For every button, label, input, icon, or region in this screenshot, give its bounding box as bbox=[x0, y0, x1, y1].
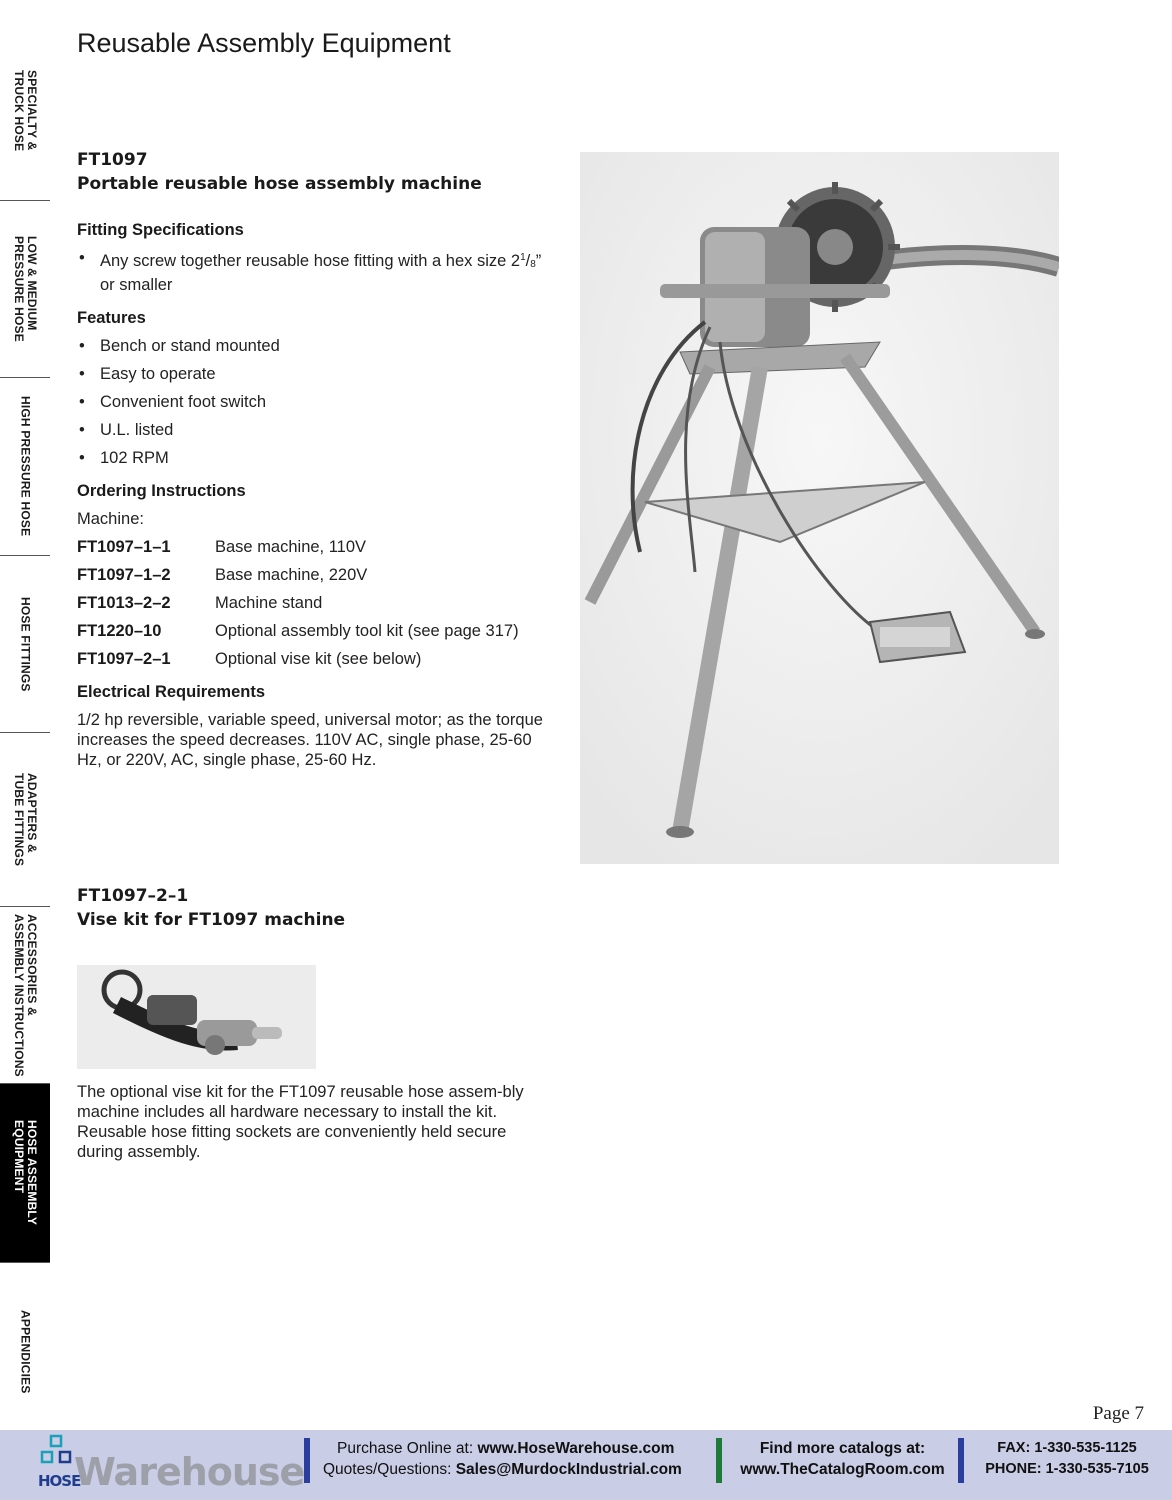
tab-appendicies[interactable] bbox=[0, 1263, 50, 1441]
tab-high-pressure-hose[interactable] bbox=[0, 378, 50, 556]
electrical-text: 1/2 hp reversible, variable speed, universal motor; as the torque increases the speed decreases. 110V AC, single phase, 25-60 Hz, or 220V, AC, single phase, 25-60 Hz. bbox=[77, 711, 543, 769]
fraction-denominator: 8 bbox=[530, 259, 536, 270]
tab-accessories-assembly-instructions[interactable] bbox=[0, 907, 50, 1084]
catalog-info bbox=[735, 1438, 950, 1480]
tab-label: HOSE FITTINGS bbox=[18, 596, 33, 692]
purchase-link[interactable]: www.HoseWarehouse.com bbox=[477, 1440, 675, 1457]
tab-label: ACCESSORIES & ASSEMBLY INSTRUCTIONS bbox=[12, 913, 39, 1077]
catalogs-label: Find more catalogs at: bbox=[759, 1440, 926, 1457]
logo-hose-text: HOSE bbox=[38, 1472, 81, 1490]
list-item: • Easy to operate bbox=[77, 364, 557, 384]
features-heading: Features bbox=[77, 309, 146, 327]
quotes-email-link[interactable]: Sales@MurdockIndustrial.com bbox=[455, 1461, 682, 1478]
list-item: • Bench or stand mounted bbox=[77, 336, 557, 356]
electrical-heading: Electrical Requirements bbox=[77, 683, 265, 701]
divider bbox=[304, 1438, 310, 1483]
tab-low-medium-pressure-hose[interactable] bbox=[0, 201, 50, 378]
part-description: Base machine, 110V bbox=[215, 538, 367, 556]
logo-warehouse-text: Warehouse bbox=[74, 1450, 305, 1494]
machine-photo bbox=[580, 152, 1059, 864]
footer bbox=[0, 1430, 1172, 1500]
fitting-specs-heading: Fitting Specifications bbox=[77, 221, 244, 239]
fitting-spec-text: Any screw together reusable hose fitting with a hex size 2 bbox=[100, 252, 521, 270]
purchase-info bbox=[323, 1438, 713, 1480]
part-description: Optional assembly tool kit (see page 317) bbox=[215, 622, 519, 640]
page-title: Reusable Assembly Equipment bbox=[77, 28, 451, 58]
product-code: FT1097–2–1 bbox=[77, 886, 189, 906]
fax-number: FAX: 1-330-535-1125 bbox=[997, 1440, 1137, 1456]
hose-warehouse-logo[interactable] bbox=[38, 1434, 305, 1496]
ordering-heading: Ordering Instructions bbox=[77, 482, 246, 500]
table-row bbox=[77, 621, 557, 641]
fitting-spec-suffix: ” or smaller bbox=[100, 252, 542, 294]
product-name: Vise kit for FT1097 machine bbox=[77, 910, 346, 930]
phone-number: PHONE: 1-330-535-7105 bbox=[985, 1461, 1149, 1477]
product-name: Portable reusable hose assembly machine bbox=[77, 174, 482, 194]
purchase-label: Purchase Online at: bbox=[337, 1440, 478, 1457]
logo-squares-icon bbox=[38, 1434, 78, 1474]
part-number: FT1097–1–1 bbox=[77, 538, 171, 556]
part-number: FT1097–1–2 bbox=[77, 566, 171, 584]
vise-kit-description: The optional vise kit for the FT1097 reusable hose assem-bly machine includes all hardware necessary to install the kit. Reusable hose fitting sockets are conveniently held secure during assembly. bbox=[77, 1083, 524, 1161]
part-number: FT1013–2–2 bbox=[77, 594, 171, 612]
part-number: FT1097–2–1 bbox=[77, 650, 171, 668]
vise-illustration bbox=[77, 965, 316, 1069]
quotes-label: Quotes/Questions: bbox=[323, 1461, 456, 1478]
machine-illustration bbox=[580, 152, 1059, 864]
tab-label: HIGH PRESSURE HOSE bbox=[18, 396, 33, 537]
ordering-table bbox=[77, 537, 557, 669]
table-row bbox=[77, 593, 557, 613]
page-number: Page 7 bbox=[1092, 1403, 1144, 1424]
fraction-numerator: 1 bbox=[520, 252, 526, 263]
fitting-specs-list bbox=[77, 248, 557, 295]
product-ft1097-2-1 bbox=[77, 884, 557, 932]
tab-hose-fittings[interactable] bbox=[0, 556, 50, 733]
section-tabs bbox=[0, 22, 50, 1428]
divider bbox=[716, 1438, 722, 1483]
product-ft1097 bbox=[77, 148, 557, 770]
part-description: Base machine, 220V bbox=[215, 566, 368, 584]
part-description: Optional vise kit (see below) bbox=[215, 650, 422, 668]
tab-hose-assembly-equipment[interactable] bbox=[0, 1084, 50, 1263]
tab-label: APPENDICIES bbox=[18, 1310, 33, 1394]
tab-label: LOW & MEDIUM PRESSURE HOSE bbox=[12, 236, 39, 342]
features-list bbox=[77, 336, 557, 468]
list-item: • 102 RPM bbox=[77, 448, 557, 468]
table-row bbox=[77, 649, 557, 669]
catalogs-link[interactable]: www.TheCatalogRoom.com bbox=[740, 1461, 945, 1478]
tab-label: HOSE ASSEMBLY EQUIPMENT bbox=[12, 1120, 39, 1226]
list-item: • U.L. listed bbox=[77, 420, 557, 440]
ordering-intro: Machine: bbox=[77, 510, 144, 528]
vise-kit-photo bbox=[77, 965, 316, 1069]
table-row bbox=[77, 537, 557, 557]
table-row bbox=[77, 565, 557, 585]
tab-specialty-truck-hose[interactable] bbox=[0, 22, 50, 201]
part-description: Machine stand bbox=[215, 594, 323, 612]
part-number: FT1220–10 bbox=[77, 622, 162, 640]
list-item: • Any screw together reusable hose fitting with a hex size $2^1/_8$” or smaller bbox=[77, 248, 557, 295]
product-code: FT1097 bbox=[77, 150, 148, 170]
tab-label: SPECIALTY & TRUCK HOSE bbox=[12, 70, 39, 152]
tab-adapters-tube-fittings[interactable] bbox=[0, 733, 50, 907]
list-item: • Convenient foot switch bbox=[77, 392, 557, 412]
contact-info bbox=[972, 1438, 1162, 1480]
tab-label: ADAPTERS & TUBE FITTINGS bbox=[12, 772, 39, 867]
divider bbox=[958, 1438, 964, 1483]
